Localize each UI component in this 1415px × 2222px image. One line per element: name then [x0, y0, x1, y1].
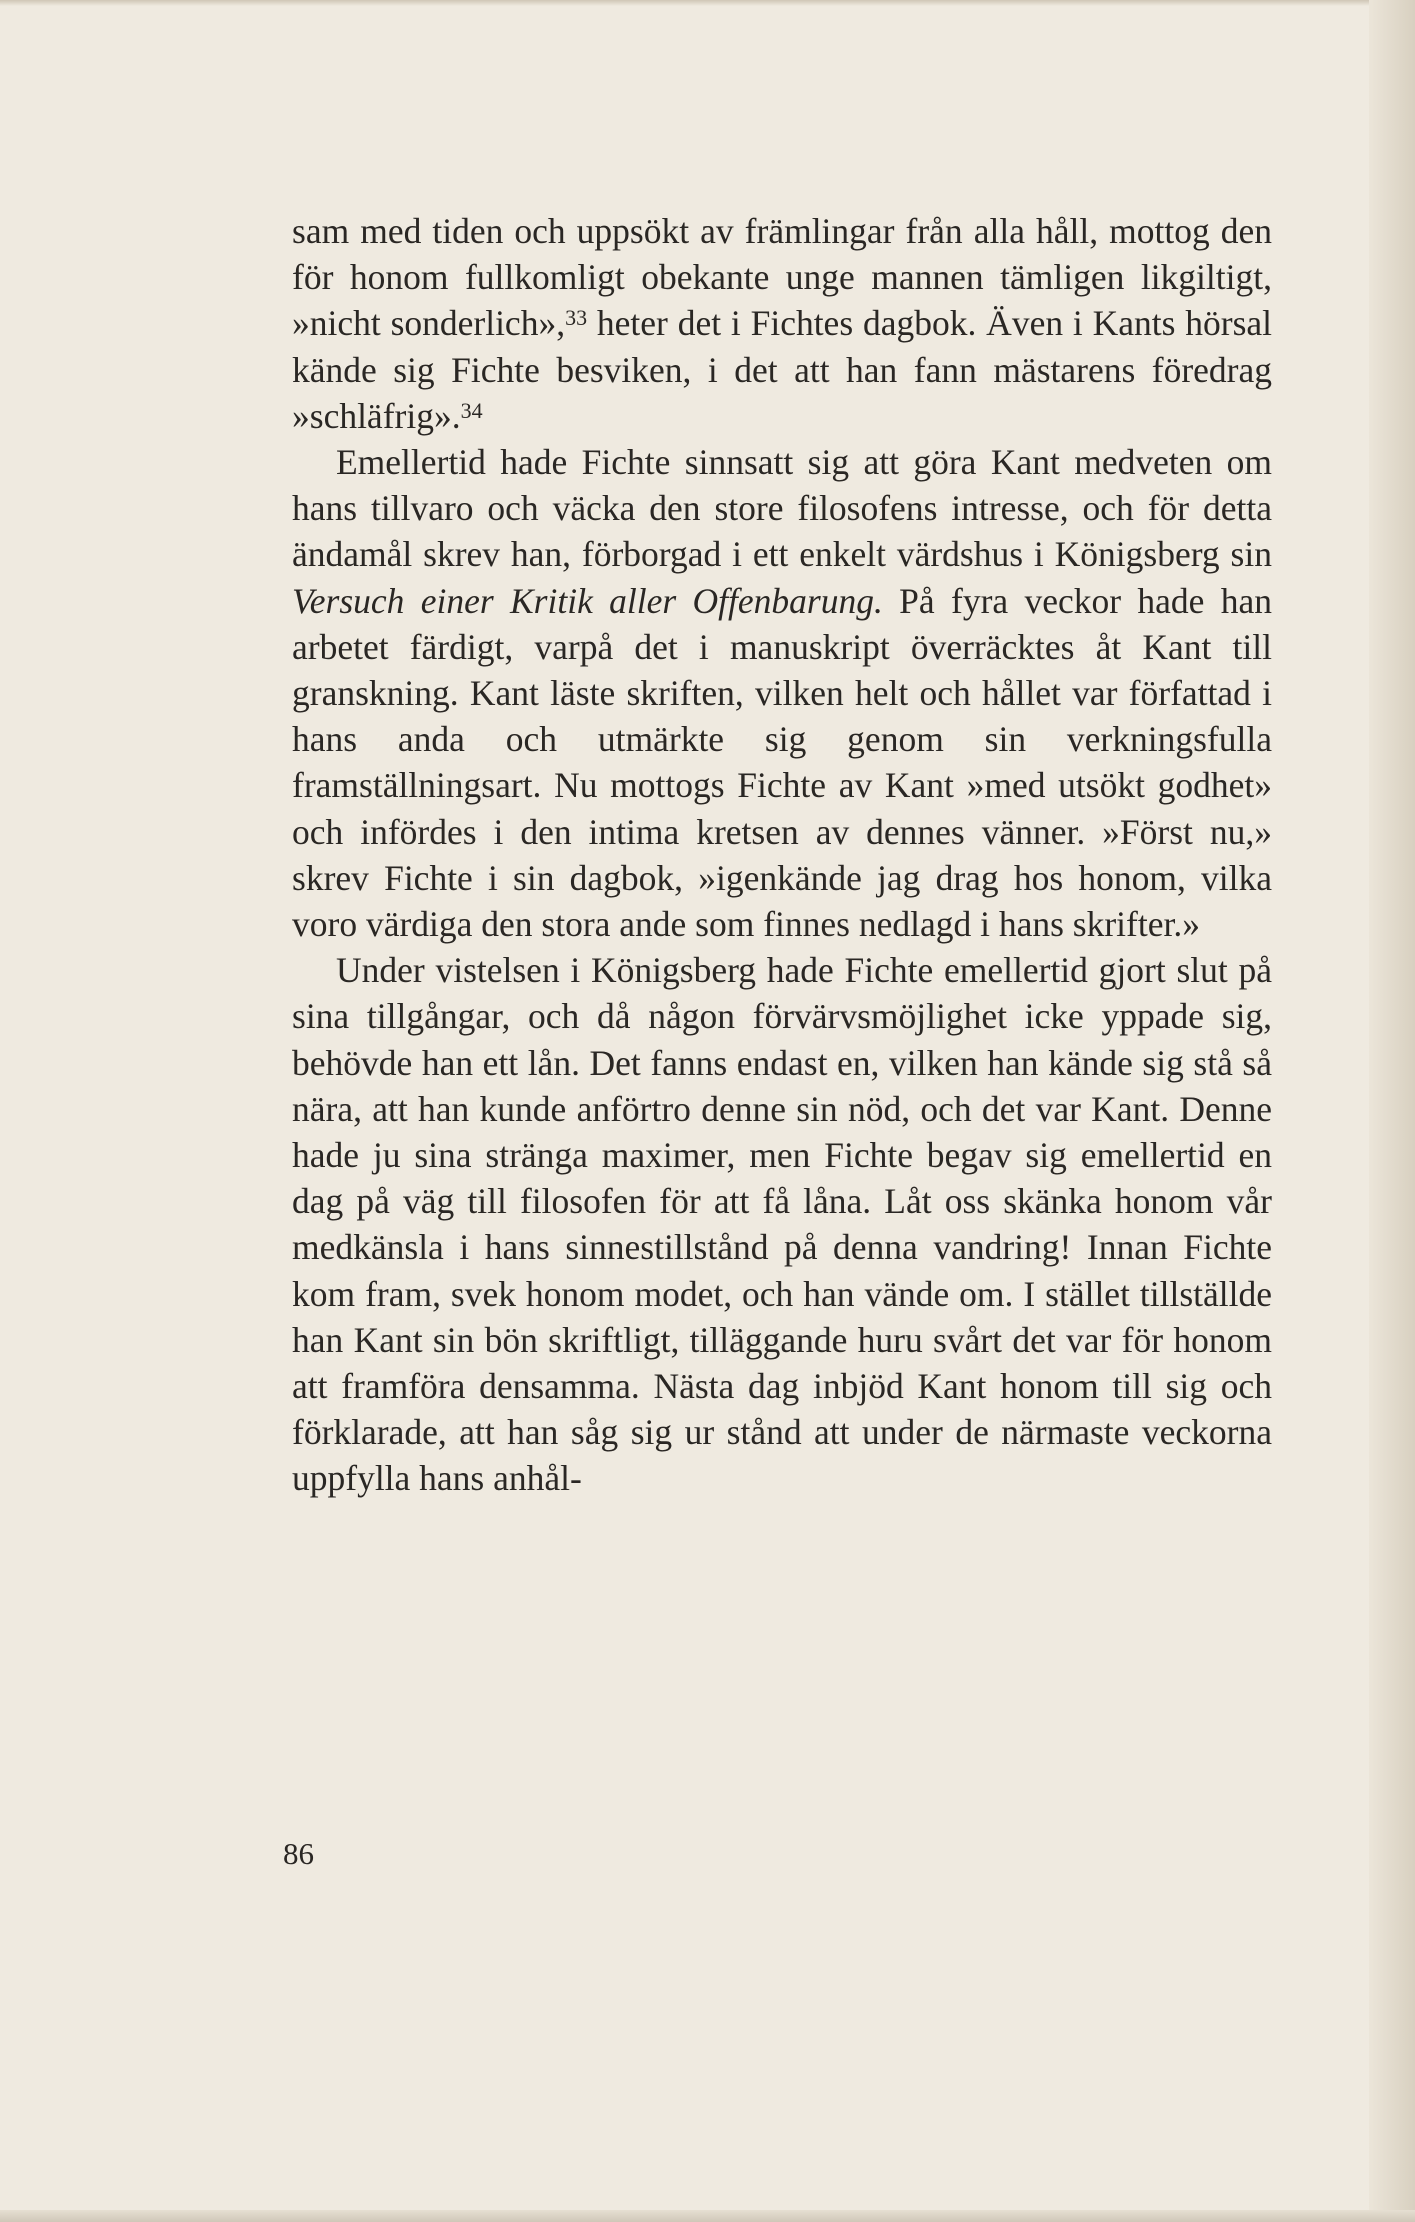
page-bottom-edge [0, 2210, 1415, 2222]
paragraph-3 [292, 947, 1272, 1501]
page-top-edge [0, 0, 1415, 6]
paragraph-2-text-before: Emellertid hade Fichte sinnsatt sig att göra Kant medveten om hans tillvaro och väcka den store filosofens intresse, och för detta ändamål skrev han, förborgad i ett enkelt värdshus i Königsberg sin [292, 442, 1272, 575]
paragraph-2 [292, 439, 1272, 947]
body-text [292, 208, 1272, 1502]
paragraph-3-text: Under vistelsen i Königsberg hade Fichte emellertid gjort slut på sina tillgångar, och då någon förvärvsmöjlighet icke yppade sig, behövde han ett lån. Det fanns endast en, vilken han kände sig stå så nära, att han kunde anförtro denne sin nöd, och det var Kant. Denne hade ju sina stränga maximer, men Fichte begav sig emellertid en dag på väg till filosofen för att få låna. Låt oss skänka honom vår medkänsla i hans sinnestillstånd på denna vandring! Innan Fichte kom fram, svek honom modet, och han vände om. I stället tillställde han Kant sin bön skriftligt, tilläggande huru svårt det var för honom att framföra densamma. Nästa dag inbjöd Kant honom till sig och förklarade, att han såg sig ur stånd att under de närmaste veckorna uppfylla hans anhål- [292, 950, 1272, 1499]
page-number: 86 [283, 1836, 314, 1871]
paragraph-1-text: sam med tiden och uppsökt av främlingar från alla håll, mottog den för honom fullkomligt obekante unge mannen tämligen likgiltigt, »nicht sonderlich», [292, 211, 1272, 344]
paragraph-2-text-after: På fyra veckor hade han arbetet färdigt, varpå det i manuskript överräcktes åt Kant till granskning. Kant läste skriften, vilken helt och hållet var författad i hans anda och utmärkte sig genom sin verkningsfulla framställningsart. Nu mottogs Fichte av Kant »med utsökt godhet» och infördes i den intima kretsen av dennes vänner. »Först nu,» skrev Fichte i sin dagbok, »igenkände jag drag hos honom, vilka voro värdiga den stora ande som finnes nedlagd i hans skrifter.» [292, 580, 1272, 945]
footnote-marker-34: 34 [460, 397, 483, 423]
page-right-edge [1369, 0, 1415, 2222]
footnote-marker-33: 33 [565, 305, 588, 331]
paragraph-1-text-after: heter det i Fichtes dagbok. Även i Kants hörsal kände sig Fichte besviken, i det att han fann mästarens föredrag »schläfrig». [292, 303, 1273, 436]
paragraph-1 [292, 208, 1272, 439]
book-title-italic: Versuch einer Kritik aller Offenbarung. [292, 580, 883, 621]
